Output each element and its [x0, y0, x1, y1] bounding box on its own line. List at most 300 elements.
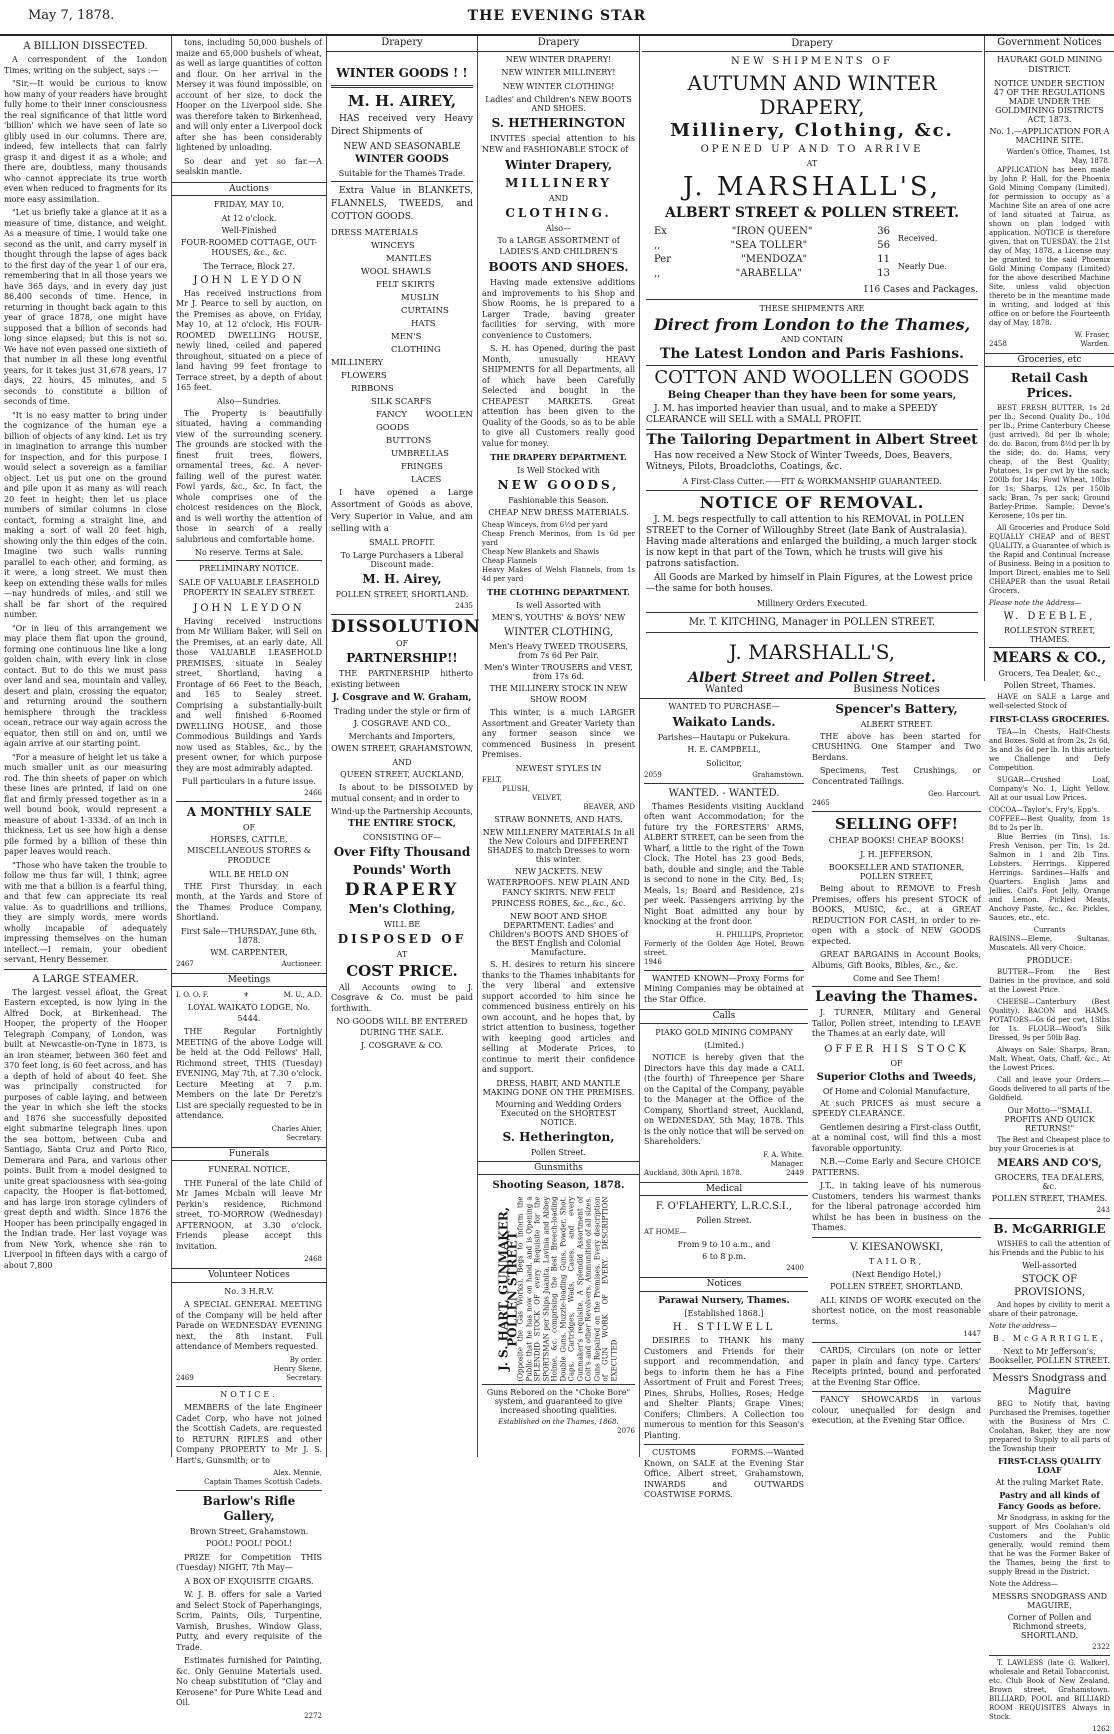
ship-pre: Ex	[654, 226, 667, 237]
nursery-est: [Established 1868.]	[684, 1309, 764, 1318]
ship-count: 13	[877, 268, 890, 279]
firm2: J. COSGRAVE AND CO.,	[353, 718, 451, 728]
paragraph: "For a measure of height let us take a much smaller unit as our measuring rod. The thin sheets of paper on which these lines are printed, if laid on one flat and firmly pressed together as in a well bound book, would represent a measure of about 1-333d. of an inch in thickness. Let us see how high a dense pile formed by a billion of these thin paper leaves would reach.	[4, 752, 167, 856]
warden-date: Warden's Office, Thames, 1st May, 1878.	[1006, 147, 1110, 165]
straw-line: STRAW BONNETS, AND HATS.	[494, 814, 623, 824]
paragraph: The largest vessel afloat, the Great Eastern excepted, is now lying in the Alfred Dock, at Birkenhead. The Hooper, the property of the Hooper Telegraph Company, of London, was built at Newcastle-on-Tyne in 1873, is an iron steamer, between 360 feet and 370 feet long, is 60 feet across, and has a depth of hold of about 40 feet. She was principally constructed for purposes of cable laying, and between the year in which she left the stocks and 1876 she successfully deposited eight submarine telegraph lines upon the sea bottom, between Cuba and Santiago, Santa Cruz and Porto Rico, Demerara and Para, and various other points. Built from a model designed to unite great spaciousness with sea-going capacity, the Hooper is flat-bottomed, and has large iron storage cylinders of great depth and width. Since 1876 the Hooper has been principally engaged in the Indian trade. Her last voyage was from New York, whence she ran to Liverpool in fifteen days with a cargo of about 7,800	[4, 987, 167, 1270]
cheaper-line: Being Cheaper than they have been for some years,	[667, 390, 957, 401]
airey-wgoods: WINTER GOODS	[355, 154, 449, 165]
mears-name: MEARS & CO.,	[992, 650, 1107, 666]
paragraph: INVITES special attention to his NEW and FASHIONABLE STOCK of	[482, 134, 635, 154]
rotated-ad-text	[496, 1196, 618, 1382]
millstock-line: THE MILLINERY STOCK IN NEW SHOW ROOM	[489, 684, 628, 704]
paragraph: Has now received a New Stock of Winter Tweeds, Does, Beavers, Witneys, Pilots, Broadcloths, Coatings, &c.	[646, 451, 953, 472]
paragraph: Extra Value in BLANKETS, FLANNELS, TWEEDS, and COTTON GOODS.	[331, 185, 473, 222]
ship-name: "SEA TOLLER"	[730, 240, 808, 251]
w1-head: WANTED TO PURCHASE—	[668, 701, 780, 711]
section-header-medical: Medical	[640, 1182, 808, 1197]
divider	[812, 1342, 981, 1343]
of-line: OF	[395, 639, 409, 648]
role: Warden.	[1080, 339, 1110, 348]
het-large: To a LARGE ASSORTMENT of LADIES'S AND CHILDREN'S	[497, 236, 620, 256]
divider	[176, 801, 322, 802]
paragraph: WANTED KNOWN—Proxy Forms for Mining Companies may be obtained at the Star Office.	[644, 973, 804, 1004]
cigars-line: A BOX OF EXQUISITE CIGARS.	[184, 1576, 314, 1586]
column-auctions	[172, 36, 327, 1720]
het-addr: Pollen Street.	[530, 1147, 587, 1157]
marshall-addr-2: Albert Street and Pollen Street.	[688, 670, 936, 686]
cutter-line: A First-Class Cutter.——FIT & WORKMANSHIP GUARANTEED.	[682, 477, 942, 486]
divider	[331, 181, 473, 182]
paragraph: The Property is beautifully situated, having a commanding view of the surrounding scenery. The grounds are stocked with the finest fruit trees, flowers, ornamental trees, &c. A never-failing well of the purest water. Fowl yards, &c., &c. In fact, the whole comprises one of the choicest residences on the Block, and is well worthy the attention of those in search of a really salubrious and comfortable home.	[176, 408, 322, 544]
section-header-government: Government Notices	[985, 38, 1114, 52]
paragraph: tons, including 50,000 bushels of maize and 65,000 bushels of wheat, as well as large quantities of cotton and flour. On her arrival in the Mersey it was found impossible, on account of her size, to dock the Hooper on the Liverpool side. She was therefore taken to Birkenhead, and will only enter a Liverpool dock after she has been considerably lightened by unloading.	[176, 38, 322, 152]
paragraph: Thames Residents visiting Auckland often want Accommodation; for the future try the FORESTERS' ARMS, ALBERT STREET, can be seen from the Wharf, a little to the right of the Town Clock. The Hotel has 23 good Beds, bath, double and single; and the Table is second to none in the City. Bed, 1s; Meals, 1s; Board and Residence, 21s per week. Passengers arriving by the Night Boat admitted any hour by knocking at the front door.	[644, 801, 804, 926]
het-mill: MILLINERY	[505, 176, 612, 190]
section-header-gunsmiths: Gunsmiths	[478, 1161, 639, 1176]
paragraph: DESIRES to THANK his many Customers and Friends for their support and recommendation, and begs to inform them he has a Fine Assortment of Fruit and Forest Trees; Pines, Shrubs, Hollies, Roses; Hedge and Shelter Plants; Grape Vines; Conifers; Climbers. A Collection too numerous to mention for this Season's Planting.	[644, 1336, 804, 1440]
cotton-line: COTTON AND WOOLLEN GOODS	[654, 367, 970, 388]
lodge-title: LOYAL WAIKATO LODGE, No. 5444.	[187, 1003, 311, 1023]
marshall-l2: AUTUMN AND WINTER DRAPERY,	[687, 71, 937, 119]
w1-sub: Parishes—Hautapu or Pukekura.	[657, 733, 791, 742]
ship-status	[898, 225, 978, 281]
divider	[812, 1391, 981, 1392]
ship-pre: Per	[654, 254, 671, 265]
paragraph: "Or in lieu of this arrangement we may place them flat upon the ground, forming one continuous line like a long golden chain, with every link in close contact. But to do this we must pass over land and sea, mountain and valley, desert and plain, crossing the equator, and returning around the southern hemisphere through the trackless ocean, retrace our way again across the equator, then still on and on, until we again arrive at our starting point.	[4, 623, 167, 748]
cheap-item: Heavy Makes of Welsh Flannels, from 1s 4d per yard	[482, 566, 635, 583]
willbe-line: WILL BE	[383, 919, 421, 929]
ad-number: 1946	[644, 957, 662, 966]
airey-item: WINCEYS	[371, 240, 415, 251]
divider	[989, 647, 1110, 648]
doctor-addr: Pollen Street.	[696, 1216, 752, 1225]
divider	[644, 783, 804, 784]
pool-line: POOL! POOL! POOL!	[205, 1539, 293, 1548]
ad-number: 2465	[812, 799, 830, 807]
paragraph: Call and leave your Orders.—Goods delivered to all parts of the Goldfield.	[989, 1075, 1110, 1102]
snodgrass-addr: Corner of Pollen and Richmond streets, SHORTLAND.	[1007, 1613, 1092, 1640]
raisins-line: RAISINS—Eleme, Sultanas, Muscatels. All very Choice.	[989, 934, 1110, 952]
divider	[4, 969, 167, 970]
column-airey	[327, 36, 481, 1457]
dissolution-head: DISSOLUTION	[331, 617, 481, 637]
ship-rows	[646, 225, 898, 281]
auctioneer-name: JOHN LEYDON	[193, 274, 305, 286]
leaving-thames: Leaving the Thames.	[815, 989, 978, 1005]
hours-1: From 9 to 10 a.m., and	[677, 1240, 771, 1249]
hart-gunmaker-ad	[482, 1194, 635, 1385]
paragraph: BEG to Notify that, having Purchased the Premises, together with the Business of Mrs C. Coolahan, Baker, they are now prepared to Supply to all parts of the Township their	[989, 1400, 1110, 1453]
column-business	[808, 683, 985, 1457]
divider	[646, 632, 978, 633]
felt-line: FELT,	[482, 775, 502, 784]
paragraph: Always on Sale: Sharps, Bran, Malt, Wheat, Oats, Chaff, &c., At the Lowest Prices.	[989, 1045, 1110, 1072]
paragraph: A SPECIAL GENERAL MEETING of the Company will be held after Parade on WEDNESDAY EVENING next, the 8th instant. Full attendance of Members requested.	[176, 1300, 322, 1351]
divider	[176, 560, 322, 561]
pastry-line: Pastry and all kinds of Fancy Goods as before.	[998, 1490, 1101, 1511]
hart-body: (Opposite the Gas Works), Begs to inform the Public that he has now on hand, and is Opening a SPLENDID STOCK OF every Requisite for the SPORTSMAN per Ships Juanita, Lavinia and Abbey Holme, &c. comprising the Best Breech-loading Double Guns, Muzzle-loading Guns, Powder, Shot, Caps, Cartridges, Wads, Cases, and every Gunmaker's requisite. A Splendid Assortment of Colt's and other Revolvers, Ammunition of all sizes. Guns Repaired on the Premises. Every description of GUN WORK OF EVERY DESCRIPTION EXECUTED.	[516, 1196, 618, 1382]
rollest-addr: ROLLESTON STREET, THAMES.	[1003, 626, 1096, 644]
dress-line: DRESS, HABIT, AND MANTLE MAKING DONE ON THE PREMISES.	[482, 1078, 635, 1097]
divider	[331, 614, 473, 615]
ship-name: "ARABELLA"	[735, 268, 802, 279]
mears-name-2: MEARS AND CO'S,	[997, 1157, 1102, 1169]
section-header-calls: Calls	[640, 1009, 808, 1024]
styles-line: NEWEST STYLES IN	[515, 763, 602, 773]
marshall-name: J. MARSHALL'S,	[683, 172, 941, 202]
divider	[646, 429, 978, 430]
paragraph: THE Funeral of the late Child of Mr James Mcbain will leave Mr Perkin's residence, Richmond street, TO-MORROW (Wednesday) AFTERNOON, at 3.30 o'clock. Friends please accept this invitation.	[176, 1178, 322, 1251]
mens-line: Men's Clothing,	[348, 901, 456, 916]
gov-foot	[989, 340, 1110, 349]
auction-also: Also—Sundries.	[217, 396, 281, 406]
role: Secretary.	[286, 1133, 322, 1142]
paragraph: J. M. begs respectfully to call attention to his REMOVAL in POLLEN STREET to the Corner of Willoughby Street (late Bank of Australasia). Having made alterations and enlarged the building, a much larger stock is now kept in that part of the Town, which he trusts will give his patrons satisfaction.	[646, 515, 977, 569]
ship-row	[654, 267, 890, 281]
choke-line: Guns Rebored on the "Choke Bore" system, and guaranteed to give increased shooting qualities.	[486, 1388, 631, 1415]
paragraph: CHEESE—Canterbury (Best Quality). BACON and HAMS. POTATOES—6s 6d per cwt, 1Slbs for 1s. FLOUR—Wood's Silk Dressed, 9s per 50lb Bag.	[989, 997, 1110, 1042]
w1-name: H. E. CAMPBELL,	[687, 745, 761, 754]
divider	[644, 1444, 804, 1445]
cheap-item: Cheap Flannels	[482, 557, 538, 565]
ad-number: 2059	[644, 770, 662, 779]
paragraph: CUSTOMS FORMS.—Wanted Known, on SALE at the Evening Star Office, Albert street, Grahamstown, INWARDS and OUTWARDS COASTWISE FORMS.	[644, 1448, 804, 1499]
paragraph: NOTICE is hereby given that the Directors have this day made a CALL (the fourth) of Threepence per Share on the Capital of the Company, payable to the Manager at the Office of the Company, Shortland street, Auckland, on WEDNESDAY, 5th May, 1878. This is the only notice that will be served on Shareholders.	[644, 1053, 804, 1146]
bootdept-line: NEW BOOT AND SHOE DEPARTMENT. Ladies' and Children's BOOTS AND SHOES of the BEST English and Colonial Manufacture.	[489, 912, 628, 957]
coffee-line: COFFEE—Best Quality, from 1s 8d to 2s per lb.	[989, 814, 1110, 832]
het-cloth: CLOTHING.	[505, 206, 612, 220]
well-assorted: Well-assorted	[1022, 1260, 1077, 1270]
paragraph: BEST FRESH BUTTER, 1s 2d per lb.; Second Quality Do., 10d per lb.; Prime Canterbury Cheese (just arrived), 8d per lb whole; do. do. Bacon, from 8½d per lb by the side; do. do. Hams, very cheap, of the Best Quality; Potatoes, 1s per cwt by the sack; 200lb for 14s; Fowl Wheat, 10lbs for 1s; Sharps, 12s per 150lb sack; Bran, 7s per sack; Ground Barley-Prime. Sample; Devoe's Kerosene, 10s per tin.	[989, 404, 1110, 520]
section-header-funerals: Funerals	[172, 1147, 326, 1162]
airey-item: BUTTONS	[386, 435, 432, 446]
motto-line: Our Motto—"SMALL PROFITS AND QUICK RETURNS!"	[1004, 1105, 1095, 1133]
kiesanowski-name: V. KIESANOWSKI,	[849, 1241, 944, 1253]
issue-date: May 7, 1878.	[28, 8, 115, 23]
airey-item: MUSLIN CURTAINS	[401, 292, 449, 316]
loaf-line: FIRST-CLASS QUALITY LOAF	[997, 1456, 1102, 1475]
divider	[176, 1386, 322, 1387]
orders-line: Millinery Orders Executed.	[756, 599, 868, 608]
paragraph: T. LAWLESS (late G. Walker), wholesale and Retail Tobacconist, etc. Club Book of New Zealand, Brown street, Grahamstown. BILLIARD, POOL and BILLIARD ROOM REQUISITES Always in Stock.	[989, 1659, 1110, 1721]
shooting-season-head: Shooting Season, 1878.	[492, 1180, 625, 1191]
lodge-symbols	[176, 991, 322, 1000]
nearly-due-label: Nearly Due.	[898, 262, 947, 271]
clothing-dept: THE CLOTHING DEPARTMENT.	[487, 587, 630, 597]
ship-list	[646, 225, 978, 281]
paragraph: N.B.—Come Early and Secure CHOICE PATTERNS.	[812, 1157, 981, 1177]
tailor-line: TAILOR,	[868, 1256, 925, 1266]
section-header-drapery: Drapery	[327, 38, 477, 52]
paragraph: "Sir,—It would be curious to know how many of your readers have brought fully home to their inner consciousness the real significance of that little word 'billion' which we have seen of late so glibly used in our columns. There are, indeed, few intellects that can fairly grasp it and digest it as a whole; and there are, doubtless, many thousands who cannot appreciate its true worth even when reduced to fragments for its more easy assimilation.	[4, 79, 167, 204]
paragraph: BUTTER—From the Best Dairies in the province, and sold at the Lowest Price.	[989, 967, 1110, 994]
produce-head: PRODUCE:	[1026, 955, 1073, 965]
paragraph: PRIZE for Competition THIS (Tuesday) NIGHT, 7th May—	[176, 1552, 322, 1572]
paragraph: ALL KINDS OF WORK executed on the shortest notice, on the most reasonable terms.	[812, 1295, 981, 1326]
airey-winter-head: WINTER GOODS ! !	[336, 65, 468, 80]
mcgarrigle-name: B. McGARRIGLE	[993, 1221, 1106, 1236]
pollen-line-2: POLLEN STREET, THAMES.	[991, 1193, 1108, 1203]
signature: H. PHILLIPS, Proprietor,	[715, 930, 804, 939]
received-label: Received.	[898, 234, 938, 243]
disposed-line: DISPOSED OF	[337, 931, 467, 946]
marshall-advert	[640, 36, 985, 686]
ad-number: 1447	[963, 1330, 981, 1338]
paragraph: All Accounts owing to J. Cosgrave & Co. must be paid forthwith.	[331, 982, 473, 1013]
article-headline-steamer: A LARGE STEAMER.	[32, 973, 139, 985]
grocers-line: Grocers, Tea Dealer, &c.,	[998, 669, 1101, 678]
airey-addr: POLLEN STREET, SHORTLAND.	[335, 590, 469, 599]
stock-line: THE ENTIRE STOCK,	[348, 819, 456, 829]
airey-item: FRINGES	[401, 461, 443, 472]
tailoring-line: The Tailoring Department in Albert Street	[646, 432, 978, 448]
mu-label: M. U., A.D.	[283, 991, 322, 999]
ship-row	[654, 239, 890, 253]
ship-name: "IRON QUEEN"	[731, 226, 813, 237]
cosgrave-signature: J. COSGRAVE & CO.	[360, 1041, 444, 1050]
selling-off: SELLING OFF!	[834, 815, 959, 833]
divider	[812, 811, 981, 812]
marshall-l1: NEW SHIPMENTS OF	[731, 56, 893, 67]
hrv-title: No. 3 H.R.V.	[224, 1286, 274, 1296]
direct-line: Direct from London to the Thames,	[653, 315, 971, 334]
airey-item: UMBRELLAS	[391, 448, 449, 459]
bookseller-line: BOOKSELLER AND STATIONER, POLLEN STREET,	[828, 863, 965, 881]
stock-provisions: STOCK OF PROVISIONS,	[1014, 1273, 1085, 1298]
monthly-first: First Sale—THURSDAY, June 6th, 1878.	[181, 926, 317, 945]
new-goods: NEW GOODS,	[497, 477, 620, 492]
paragraph: W. J. B. offers for sale a Varied and Select Stock of Paperhangings, Scrim, Paints, Oils, Turpentine, Varnish, Brushes, Window Glass, Putty, and every requisite of the Trade.	[176, 1590, 322, 1652]
airey-suitable: Suitable for the Thames Trade.	[338, 168, 466, 178]
paragraph: "Those who have taken the trouble to follow me thus far will, I think, agree with me that a billion is a fearful thing, and that few can appreciate its real value. As to quadrillions and trillions, they are simply words, mere words wholly incapable of adequately impressing themselves on the human intellect.—I remain, your obedient servant, Henry Bessemer.	[4, 860, 167, 964]
signature: Alex. Mennie,	[273, 1469, 322, 1477]
airey-item: FLOWERS	[341, 370, 387, 381]
stocked-line: Is Well Stocked with	[517, 465, 600, 475]
ad-number: 2435	[455, 602, 473, 610]
piako-foot	[644, 1169, 804, 1178]
cheap-item: Cheap French Merinos, from 1s 6d per yard	[482, 530, 635, 547]
rifle-gallery-head: Barlow's Rifle Gallery,	[202, 1494, 296, 1523]
windup-line: Wind-up the Partnership Accounts,	[331, 807, 473, 816]
paragraph: "Let us briefly take a glance at it as a measure of time, distance, and weight. As a measure of time, I would take one second as the unit, and carry myself in thought through the lapse of ages back to the first day of the year 1 of our era, remembering that in all those years we have 365 days, and in every day just 86,400 seconds of time. Hence, in returning in thought back again to this year of grace 1878, one might have supposed that a billion of seconds had long since elapsed; but this is not so. We have not even passed one sixtieth of that number in all these long eventful years, for it takes just 31,678 years, 17 days, 22 hours, 45 minutes, and 5 seconds to constitute a billion of seconds of time.	[4, 208, 167, 406]
auction-time: At 12 o'clock.	[221, 213, 277, 223]
ship-pre: ,,	[654, 240, 661, 251]
w1-foot	[644, 771, 804, 780]
divider	[646, 299, 978, 300]
auction-sub: Well-Finished	[221, 225, 277, 235]
divider	[331, 85, 473, 88]
paragraph: Mr Snodgrass, in asking for the support of Mrs Coolahan's old Customers and the Public generally, would remind them that he was the Former Baker of the Thames, being the first to supply Bread in the District.	[989, 1514, 1110, 1576]
at-line: AT	[396, 949, 408, 959]
ship-pre: ,,	[654, 268, 661, 279]
airey-item: LACES	[411, 474, 442, 485]
cost-price: COST PRICE.	[346, 961, 458, 980]
ad-number: 243	[1096, 1205, 1110, 1214]
section-header-drapery: Drapery	[642, 38, 982, 52]
paragraph: Has received instructions from Mr J. Pearce to sell by auction, on the Premises as above, on Friday, May 10, at 12 o'clock, His FOUR-ROOMED DWELLING HOUSE, newly lined, ceiled and papered throughout, situated on a piece of land having 99 feet frontage to Terrace street, by a depth of about 165 feet.	[176, 288, 322, 392]
piako-date: Auckland, 30th April, 1878.	[644, 1168, 742, 1177]
monthly-foot	[176, 960, 322, 969]
prelim-title: SALE OF VALUABLE LEASEHOLD PROPERTY IN SEALEY STREET.	[178, 577, 320, 597]
retail-prices: Retail Cash Prices.	[1010, 371, 1089, 400]
ship-count: 56	[877, 240, 890, 251]
these-line: THESE SHIPMENTS ARE	[759, 304, 865, 313]
divider	[989, 1368, 1110, 1369]
airey-item: MILLINERY	[331, 357, 384, 368]
funeral-head: FUNERAL NOTICE.	[208, 1165, 290, 1174]
latest-line: The Latest London and Paris Fashions.	[660, 346, 964, 362]
hetherington-signature: S. Hetherington,	[502, 1129, 615, 1144]
hart-head: J. S. HART, GUNMAKER, POLLEN STREET	[496, 1206, 519, 1372]
signature: W. Fraser,	[1074, 330, 1110, 339]
newmill-line: NEW MILLENERY MATERIALS In all the New Colours and DIFFERENT SHADES to match Dresses to worn this winter.	[482, 828, 635, 864]
signature: Geo. Harcourt.	[928, 790, 981, 798]
paragraph: Specimens, Test Crushings, or Concentrated Tailings.	[812, 766, 981, 786]
ship-count: 36	[877, 226, 890, 237]
well-line: Is well Assorted with	[515, 600, 602, 610]
het-line: NEW WINTER MILLINERY!	[501, 68, 616, 77]
het-boots: BOOTS AND SHOES.	[488, 260, 629, 274]
airey-item: RIBBONS	[351, 383, 394, 394]
paragraph: Blue Berries (in Tins), 1s. Fresh Venison, per Tin, 1s 2d. Salmon in 1 and 2lb Tins. Lobsters. Herrings. Kippered Herrings. Sardines—Halfs and Quarters. English Jams and Jellies. Calf's Foot Jelly, Orange and Lemon. Pickled Meats, Anchovy Paste, &c., &c. Pickles, Sauces, etc., etc.	[989, 832, 1110, 922]
role: Secretary.	[286, 1373, 322, 1382]
stilwell-name: H. STILWELL	[672, 1322, 776, 1333]
doctor-name: F. O'FLAHERTY, L.R.C.S.I.,	[655, 1201, 793, 1212]
and-line: AND	[392, 757, 412, 767]
monthly-title: HORSES, CATTLE, MISCELLANEOUS STORES & PRODUCE	[187, 835, 311, 865]
mens-line: MEN'S, YOUTHS' & BOYS' NEW	[491, 612, 626, 622]
ship-name: "MENDOZA"	[741, 254, 808, 265]
battery-addr: ALBERT STREET.	[860, 719, 933, 729]
paragraph: Having made extensive additions and improvements to his Shop and Show Rooms, he is prepared to a Larger Trade, having greater facilities for serving, with more convenience to Customers.	[482, 278, 635, 340]
column-hetherington	[478, 36, 640, 1457]
ad-number: 2469	[176, 1373, 194, 1382]
article-headline-billion: A BILLION DISSECTED.	[23, 41, 148, 52]
next-line: Next to Mr Jefferson's, Bookseller, POLLEN STREET.	[989, 1347, 1110, 1365]
cheap-head: CHEAP NEW DRESS MATERIALS.	[488, 507, 629, 517]
paragraph: And hopes by civility to merit a share of their patronage.	[989, 1300, 1110, 1318]
home-line: Of Home and Colonial Manufacture,	[822, 1086, 971, 1096]
pollen-line: Pollen Street, Thames.	[1003, 681, 1096, 690]
ad-number: 2458	[989, 339, 1007, 348]
next-line: (Next Bendigo Hotel,)	[851, 1270, 941, 1279]
superior-line: Superior Cloths and Tweeds,	[816, 1071, 977, 1083]
het-line: NEW WINTER DRAPERY!	[505, 54, 612, 64]
ad-number: 2449	[786, 1168, 804, 1177]
kitching-line: Mr. T. KITCHING, Manager in POLLEN STREET.	[688, 617, 936, 628]
ship-count: 11	[877, 254, 890, 265]
owen-line: OWEN STREET, GRAHAMSTOWN,	[331, 744, 473, 753]
airey-signature: M. H. Airey,	[362, 572, 442, 586]
also-line: Also—	[545, 224, 572, 233]
divider	[646, 490, 978, 491]
app-head: No. 1.—APPLICATION FOR A MACHINE SITE.	[989, 126, 1110, 145]
pounds-line: Pounds' Worth	[352, 862, 452, 877]
paragraph: THE Regular Fortnightly MEETING of the above Lodge will be held at the Odd Fellows' Hall, Richmond street, THIS (Tuesday) EVENING, May 7th, at 7.30 o'clock. Lecture Meeting at 7 p.m. Members on the late Dr Peretz's List are specially requested to be in attendance.	[176, 1027, 322, 1120]
first-class: FIRST-CLASS GROCERIES.	[989, 714, 1110, 724]
paragraph: MEMBERS of the late Engineer Cadet Corp, who have not joined the Scottish Cadets, are requested to RETURN RIFLES and other Company PROPERTY to Mr J. S. Hart's, Gunsmith; or to	[176, 1403, 322, 1465]
ad-number: 2272	[304, 1711, 322, 1720]
paragraph: GREAT BARGAINS in Account Books, Albums, Gift Books, Bibles, &c., &c.	[812, 950, 981, 970]
section-header-auctions: Auctions	[172, 182, 326, 197]
monthly-will: WILL BE HELD ON	[209, 869, 289, 879]
piako-head: PIAKO GOLD MINING COMPANY	[655, 1027, 793, 1037]
paragraph: This winter, is a much LARGER Assortment and Greater Variety than any former season since we commenced Business in present Premises.	[482, 708, 635, 759]
paragraph: FANCY SHOWCARDS in various colour, unequalled for design and execution, at the Evening Star Office.	[812, 1395, 981, 1425]
cases-line: 116 Cases and Packages.	[863, 285, 978, 295]
ship-row	[654, 253, 890, 267]
divider	[989, 1655, 1110, 1656]
w1-role: Solicitor,	[706, 758, 742, 768]
signature: F. A. White.	[763, 1150, 804, 1159]
role: Captain Thames Scottish Cadets.	[204, 1478, 322, 1486]
prelim-head: PRELIMINARY NOTICE.	[198, 564, 299, 573]
section-header-wanted: Wanted	[640, 685, 808, 699]
velvet-line: VELVET,	[532, 793, 563, 802]
marshall-addr: ALBERT STREET & POLLEN STREET.	[665, 205, 959, 221]
airey-item: WOOL SHAWLS	[361, 266, 432, 277]
het-ladies: Ladies' and Children's NEW BOOTS AND SHOES.	[485, 95, 632, 113]
paragraph: S. H. desires to return his sincere thanks to the Thames inhabitants for the very liberal and extensive support accorded to him since he commenced business entirely on his own account, and he hopes that, by strict attention to business, together with keeping good articles and selling at Moderate Prices, to continue to merit their confidence and support.	[482, 960, 635, 1074]
grocers-line-2: GROCERS, TEA DEALERS, &c.	[994, 1172, 1105, 1191]
ad-number: 2468	[304, 1255, 322, 1263]
deeble-name: W. DEEBLE,	[1003, 611, 1096, 622]
notice-head: NOTICE UNDER SECTION 47 OF THE REGULATIONS MADE UNDER THE GOLDMINING DISTRICTS ACT, 1873.	[993, 78, 1106, 124]
divider	[176, 1490, 322, 1491]
order-line: By order.	[289, 1355, 322, 1364]
nogoods-line: NO GOODS WILL BE ENTERED DURING THE SALE.	[336, 1017, 468, 1037]
drapery-line: DRAPERY	[344, 879, 460, 900]
battery-head: Spencer's Battery,	[835, 701, 958, 716]
masthead	[0, 0, 1114, 36]
hrv-foot	[176, 1374, 322, 1383]
signature: Henry Skene,	[273, 1364, 322, 1373]
paragraph: J. M. has imported heavier than usual, and to make a SPEEDY CLEARANCE will SELL with a SMALL PROFIT.	[646, 404, 938, 425]
at-line: AT	[806, 159, 818, 168]
auction-title: FOUR-ROOMED COTTAGE, OUT-HOUSES, &c., &c.	[180, 237, 318, 257]
ad-number: 2400	[786, 1264, 804, 1272]
paragraph: Gentlemen desiring a First-class Outfit, at a nominal cost, will find this a most favorable opportunity.	[812, 1122, 981, 1153]
ad-number: 2322	[1092, 1643, 1110, 1651]
divider	[646, 365, 978, 366]
w1-place: Grahamstown.	[752, 770, 804, 779]
note-line: Note the Address—	[989, 1580, 1058, 1588]
cheap-item: Cheap New Blankets and Shawls	[482, 548, 600, 556]
trading-line: Trading under the style or firm of	[333, 706, 471, 716]
column-government-groceries	[985, 36, 1114, 1733]
paragraph: Estimates furnished for Painting, &c. Only Genuine Materials used. No cheap substitution of "Clay and Kerosene" for Pure White Lead and Oil.	[176, 1656, 322, 1707]
paragraph: Having received instructions from Mr William Baker, will Sell on the Premises, at an early date, All those VALUABLE LEASEHOLD PREMISES, situate in Sealey street, Shortland, having a Frontage of 66 Feet to the Beach, and 165 to Sealey street. Comprising a substantially-built and well finished 6-Roomed DWELLING HOUSE, and those Commodious Buildings and Yards now used as Stables, &c., by the present owner, for which purpose they are most admirably adapted.	[176, 616, 322, 773]
paragraph: WISHES to call the attention of his Friends and the Public to his	[989, 1239, 1110, 1257]
notice-head: NOTICE.	[220, 1389, 278, 1399]
paragraph: J.T., in taking leave of his numerous Customers, tenders his warmest thanks for the liberal patronage accorded him whilst he has been in business on the Thames.	[812, 1181, 981, 1232]
removal-head: NOTICE OF REMOVAL.	[699, 493, 925, 512]
paragraph: THE First Thursday in each month, at the Yards and Store of the Thames Produce Company, Shortland.	[176, 881, 322, 922]
cocoa-line: COCOA—Taylor's, Fry's, Epp's.	[989, 805, 1100, 814]
paragraph: Being about to REMOVE to Fresh Premises, offers his present STOCK of BOOKS, MUSIC, &c., at a GREAT REDUCTION FOR CASH, in order to re-open with a stock of NEW GOODS expected.	[812, 884, 981, 946]
paragraph: J. TURNER, Military and General Tailor, Pollen street, intending to LEAVE the Thames at an early date, will	[812, 1008, 981, 1038]
hetherington-name: S. HETHERINGTON	[491, 116, 626, 130]
ship-row	[654, 225, 890, 239]
ad-number: 2076	[617, 1427, 635, 1435]
jackets-line: NEW JACKETS. NEW WATERPROOFS. NEW PLAIN AND FANCY SKIRTS. NEW FELT PRINCESS ROBES, &c., &c., &c.	[487, 867, 630, 908]
role: Manager.	[770, 1159, 804, 1168]
column-wanted	[640, 683, 808, 1499]
paragraph: THE PARTNERSHIP hitherto existing between	[331, 669, 473, 689]
paragraph: I have opened a Large Assortment of Goods as above, Very Superior in Value, and am selling with a	[331, 487, 473, 534]
offer-line: OFFER HIS STOCK	[824, 1043, 969, 1055]
